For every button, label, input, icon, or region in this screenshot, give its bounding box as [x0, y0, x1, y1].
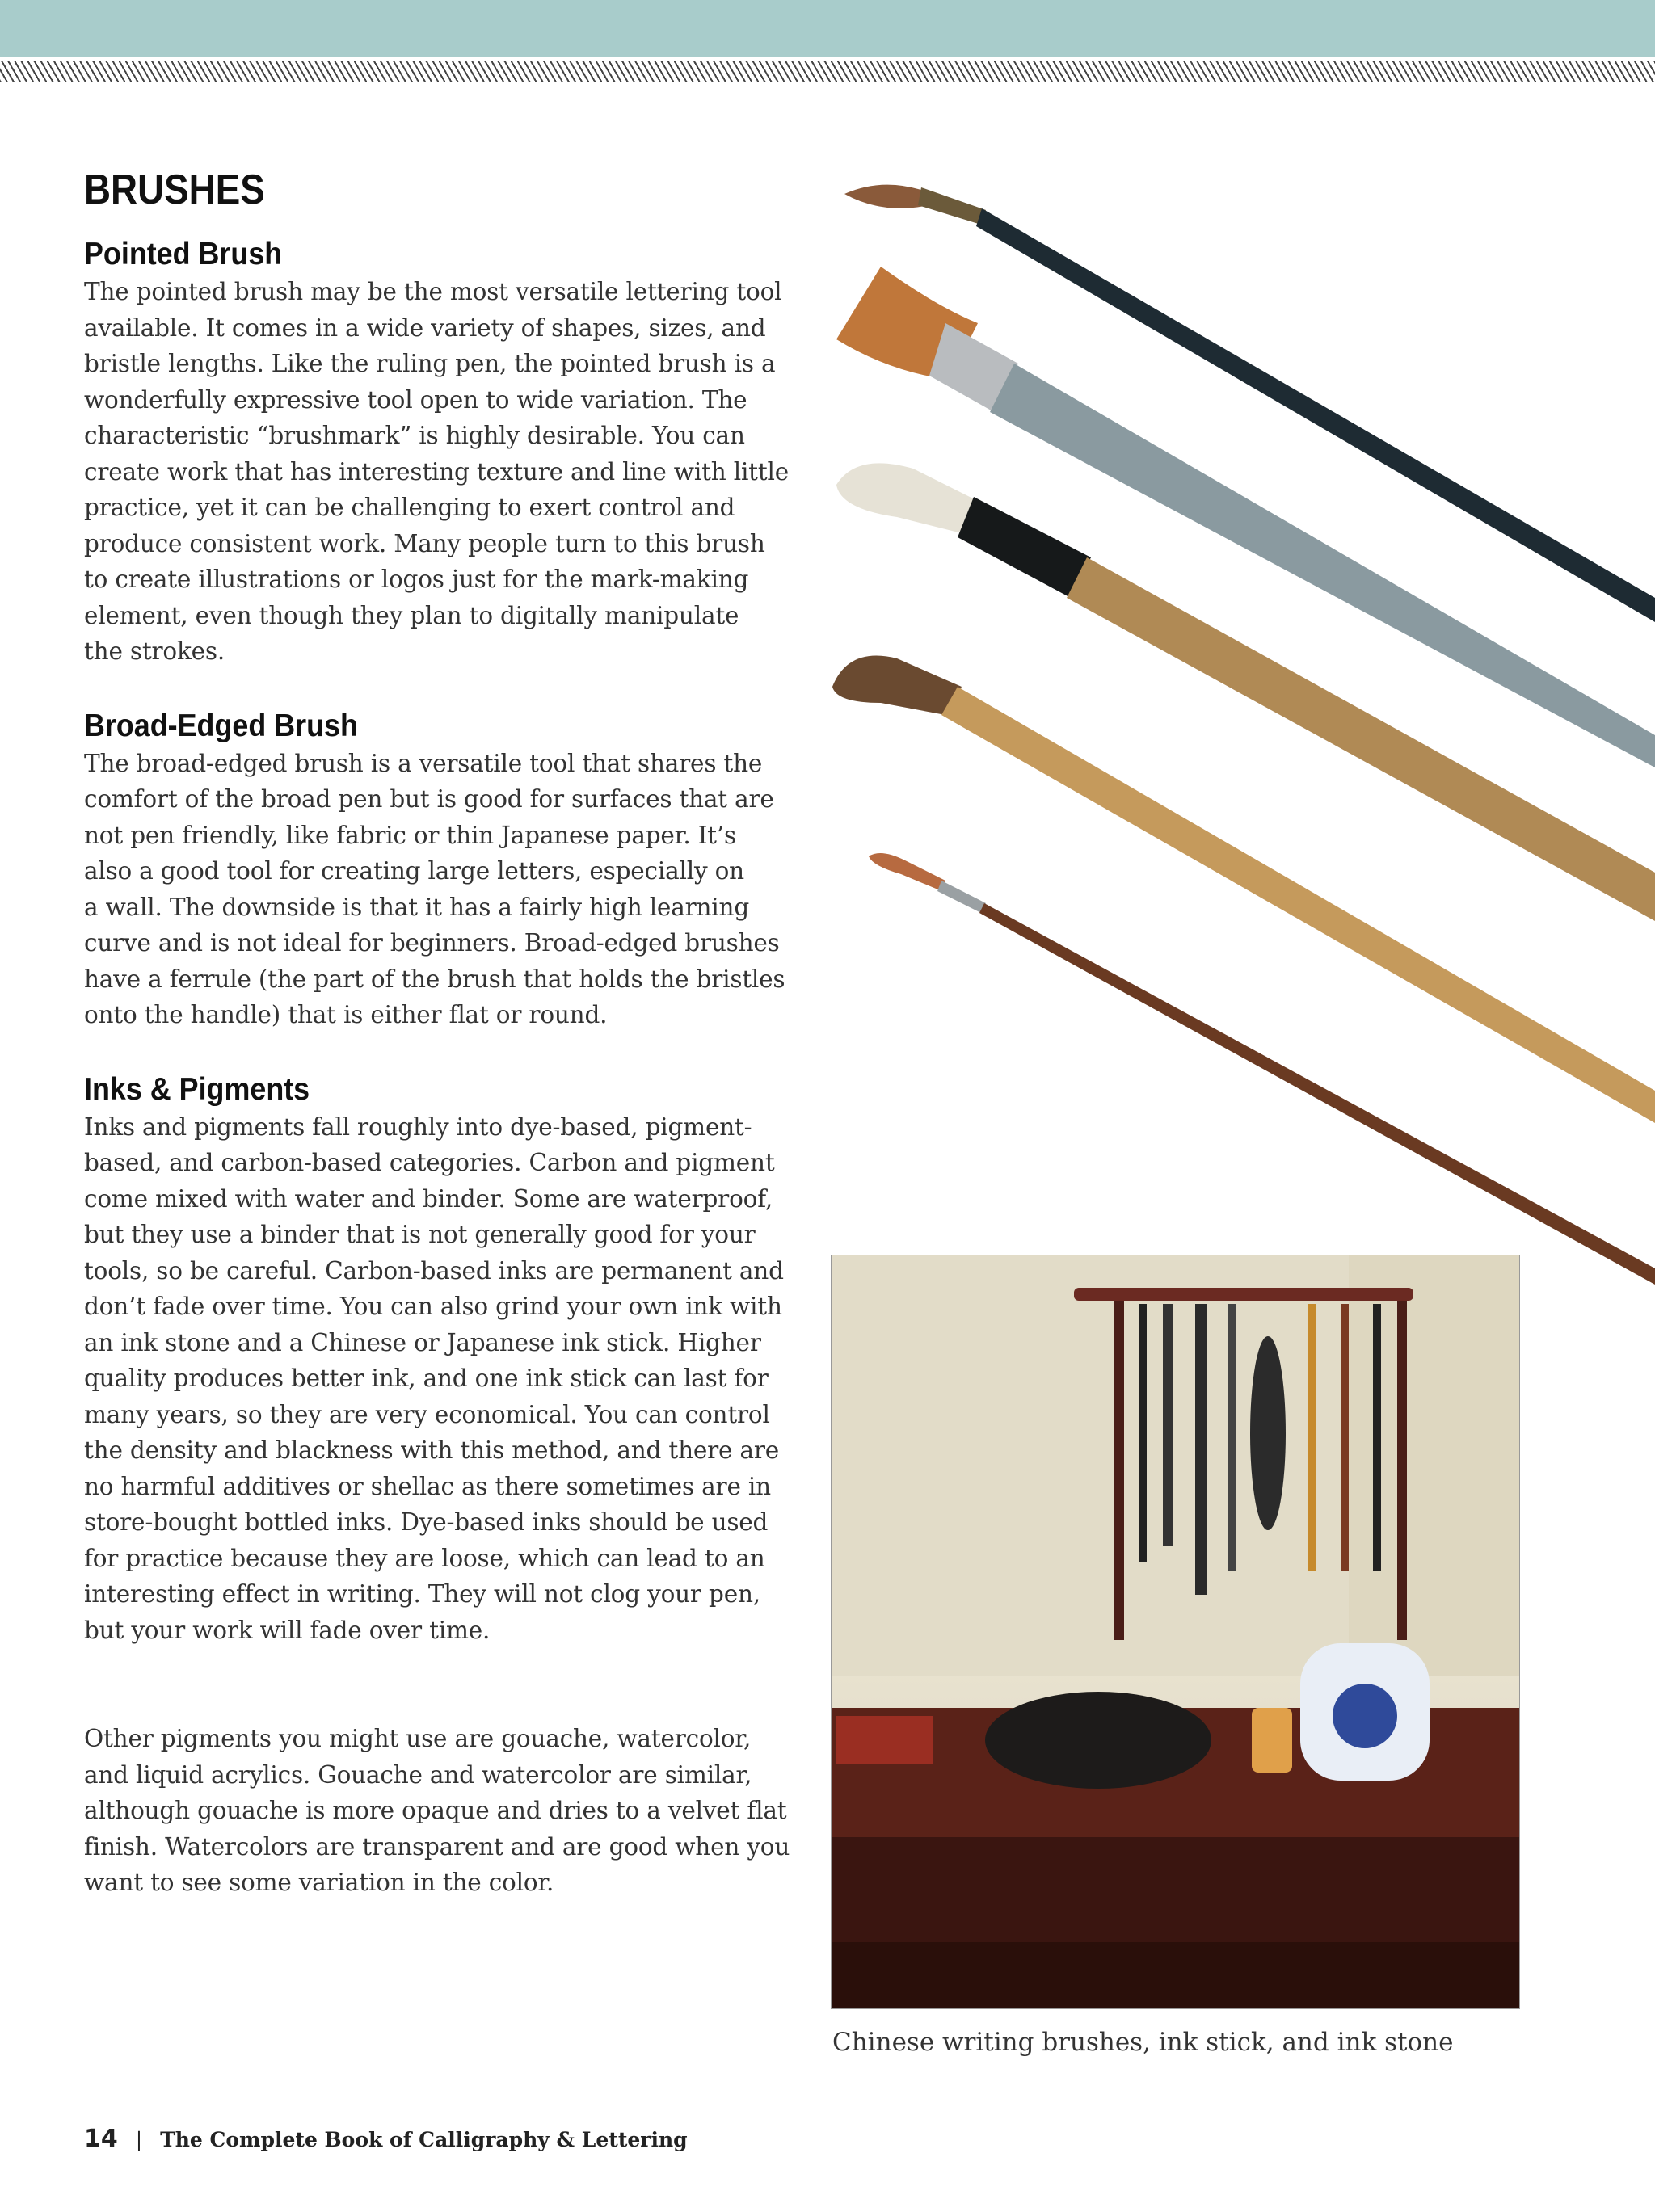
body-line: tools, so be careful. Carbon-based inks are permanent and	[84, 1256, 784, 1285]
body-line: element, even though they plan to digitally manipulate	[84, 601, 739, 629]
body-line: based, and carbon-based categories. Carbon and pigment	[84, 1149, 775, 1176]
body-line: The pointed brush may be the most versatile lettering tool	[84, 278, 782, 305]
body-line: Inks and pigments fall roughly into dye-based, pigment-	[84, 1112, 752, 1141]
body-line: not pen friendly, like fabric or thin Japanese paper. It’s	[84, 821, 736, 849]
body-line: don’t fade over time. You can also grind your own ink with	[84, 1293, 782, 1320]
footer-separator: |	[135, 2128, 143, 2151]
body-line: create work that has interesting texture and line with little	[84, 457, 789, 486]
text-column	[84, 166, 795, 1901]
body-line: have a ferrule (the part of the brush that holds the bristles	[84, 965, 785, 993]
body-line: the strokes.	[84, 637, 225, 665]
body-line: and liquid acrylics. Gouache and watercolor are similar,	[84, 1760, 752, 1789]
body-line: come mixed with water and binder. Some are waterproof,	[84, 1184, 773, 1213]
body-line: many years, so they are very economical. You can control	[84, 1400, 770, 1428]
page-number: 14	[84, 2125, 118, 2153]
body-line: quality produces better ink, and one ink stick can last for	[84, 1365, 769, 1392]
body-line: a wall. The downside is that it has a fairly high learning	[84, 893, 749, 921]
body-line: bristle lengths. Like the ruling pen, the pointed brush is a	[84, 350, 776, 377]
body-line: the density and blackness with this method, and there are	[84, 1436, 780, 1464]
body-line: for practice because they are loose, which can lead to an	[84, 1544, 765, 1572]
thin-brush-image	[869, 853, 1655, 1285]
body-line: want to see some variation in the color.	[84, 1869, 554, 1896]
brushes-photo	[824, 121, 1655, 1285]
body-line: store-bought bottled inks. Dye-based inks should be used	[84, 1508, 769, 1536]
other-pigments-body	[84, 1721, 795, 1901]
page-footer	[84, 2125, 688, 2153]
body-line: Other pigments you might use are gouache, watercolor,	[84, 1725, 752, 1752]
pointed-brush-heading: Pointed Brush	[84, 237, 283, 271]
inks-pigments-body	[84, 1109, 795, 1649]
body-line: although gouache is more opaque and dries to a velvet flat	[84, 1797, 787, 1824]
photo-caption: Chinese writing brushes, ink stick, and ink stone	[832, 2028, 1454, 2057]
broad-edged-brush-heading: Broad-Edged Brush	[84, 708, 358, 743]
book-title: The Complete Book of Calligraphy & Lettering	[160, 2128, 688, 2151]
body-line: onto the handle) that is either flat or round.	[84, 1001, 608, 1028]
body-line: The broad-edged brush is a versatile tool that shares the	[84, 749, 763, 777]
body-line: finish. Watercolors are transparent and are good when you	[84, 1832, 790, 1861]
body-line: produce consistent work. Many people turn to this brush	[84, 529, 765, 557]
top-color-band	[0, 0, 1655, 57]
body-line: an ink stone and a Chinese or Japanese ink stick. Higher	[84, 1328, 761, 1356]
body-line: characteristic “brushmark” is highly desirable. You can	[84, 422, 745, 449]
hatched-rule	[0, 61, 1655, 82]
body-line: to create illustrations or logos just for the mark-making	[84, 566, 749, 593]
pointed-brush-image	[844, 185, 1655, 622]
body-line: practice, yet it can be challenging to exert control and	[84, 494, 735, 521]
body-line: interesting effect in writing. They will not clog your pen,	[84, 1580, 760, 1608]
pointed-brush-body	[84, 274, 795, 670]
body-line: also a good tool for creating large letters, especially on	[84, 857, 744, 885]
section-title: BRUSHES	[84, 166, 265, 213]
body-line: available. It comes in a wide variety of shapes, sizes, and	[84, 313, 766, 342]
broad-edged-brush-body	[84, 746, 795, 1033]
body-line: but your work will fade over time.	[84, 1616, 491, 1644]
body-line: wonderfully expressive tool open to wide variation. The	[84, 385, 747, 414]
body-line: no harmful additives or shellac as there sometimes are in	[84, 1472, 771, 1500]
body-line: curve and is not ideal for beginners. Broad-edged brushes	[84, 929, 780, 957]
chinese-brushes-photo	[831, 1255, 1520, 2009]
chinese-brushes-illustration	[832, 1255, 1519, 2008]
body-line: but they use a binder that is not generally good for your	[84, 1221, 756, 1248]
body-line: comfort of the broad pen but is good for surfaces that are	[84, 785, 774, 813]
inks-pigments-heading: Inks & Pigments	[84, 1071, 310, 1107]
